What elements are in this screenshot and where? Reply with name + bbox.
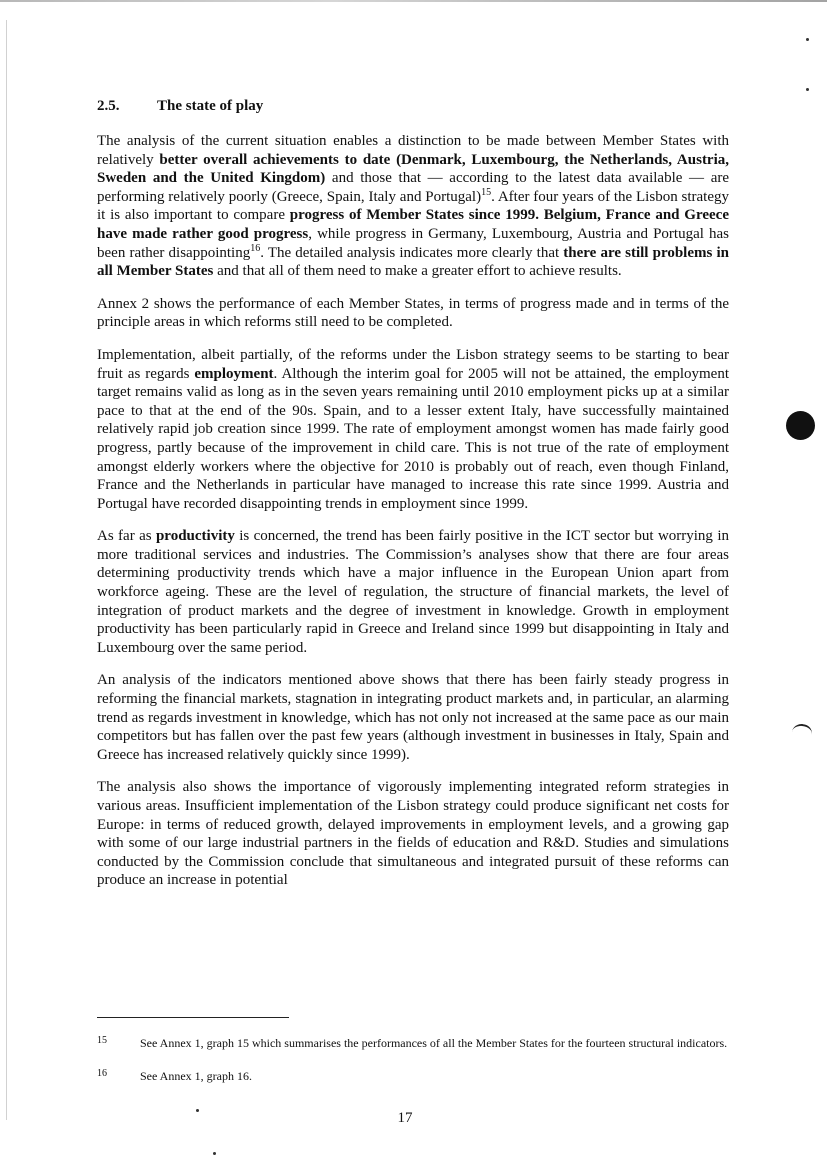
paragraph-state-overview <box>97 132 729 281</box>
speck <box>213 1152 216 1155</box>
paragraph-indicators: An analysis of the indicators mentioned above shows that there has been fairly steady progress in reforming the financial markets, stagnation in integrating product markets and, in particular, an alarming trend as regards investment in knowledge, which has not only not increased at the same pace as our main competitors but has fallen over the past few years (although investment in businesses in Italy, Spain and Greece has increased relatively quickly since 1999). <box>97 672 729 763</box>
footnote-text: See Annex 1, graph 15 which summarises the performances of all the Member States for the fourteen structural indicators. <box>140 1036 728 1050</box>
text-run: . The detailed analysis indicates more clearly that <box>260 244 564 261</box>
text-run: , while progress in Germany, Luxembourg, Austria and Portugal has been rather disappointing <box>97 225 730 261</box>
punch-hole-mark <box>786 411 815 440</box>
text-run: is concerned, the trend has been fairly positive in the ICT sector but worrying in more traditional services and industries. The Commission’s analyses show that there are four areas determining productivity trends which have a major influence in the European Union apart from workforce ageing. These are the level of regulation, the structure of financial markets, the level of integration of product markets and the degree of investment in knowledge. Growth in employment productivity has been particularly rapid in Greece and Ireland since 1999 but disappointing in Italy and Luxembourg over the same period. <box>97 528 729 656</box>
text-run: Implementation, albeit partially, of the reforms under the Lisbon strategy seems to be starting to bear fruit as regards <box>97 346 729 382</box>
scan-edge-top <box>0 0 827 2</box>
speck <box>806 88 809 91</box>
paragraph-employment <box>97 346 729 513</box>
bold-run: productivity <box>155 528 235 545</box>
footnote-ref-15[interactable]: 15 <box>481 186 492 198</box>
text-run: . Although the interim goal for 2005 will not be attained, the employment target remains valid as long as in the seven years remaining until 2010 employment picks up at a similar pace to that at the end of the 90s. Spain, and to a lesser extent Italy, have successfully maintained relatively rapid job creation since 1999. The rate of employment amongst women has made fairly good progress, partly because of the improvement in child care. This is not true of the rate of employment amongst elderly workers where the objective for 2010 is probably out of reach, even though Finland, France and the Netherlands in particular have managed to increase this rate since 1999. Austria and Portugal have recorded disappointing trends in employment since 1999. <box>97 365 729 512</box>
margin-mark <box>791 723 813 744</box>
bold-run: there are still problems in all Member States <box>97 244 729 280</box>
text-run: and those that — according to the latest data available — are performing relatively poorly (Greece, Spain, Italy and Portugal) <box>97 170 730 205</box>
speck <box>806 38 809 41</box>
section-title: The state of play <box>157 98 264 114</box>
footnote-16 <box>97 1069 729 1084</box>
bold-run: progress of Member States since 1999. Belgium, France and Greece have made rather good progress <box>97 207 729 242</box>
footnote-number: 15 <box>97 1035 107 1046</box>
text-run: As far as <box>97 528 156 545</box>
footnote-15 <box>97 1036 729 1051</box>
bold-run: employment <box>194 365 274 382</box>
page-number: 17 <box>397 1110 413 1126</box>
section-heading <box>97 96 729 116</box>
text-run: . After four years of the Lisbon strategy it is also important to compare <box>97 188 729 224</box>
text-run: The analysis of the current situation enables a distinction to be made between Member States with relatively <box>97 133 729 168</box>
section-number: 2.5. <box>97 98 120 114</box>
footnote-number: 16 <box>97 1068 107 1079</box>
footnote-ref-16[interactable]: 16 <box>250 242 261 254</box>
paragraph-annex-2: Annex 2 shows the performance of each Member States, in terms of progress made and in terms of the principle areas in which reforms still need to be completed. <box>97 295 729 331</box>
paragraph-reform-strategies: The analysis also shows the importance of vigorously implementing integrated reform strategies in various areas. Insufficient implementation of the Lisbon strategy could produce significant net costs for Europe: in terms of reduced growth, delayed improvements in employment levels, and a growing gap with some of our large industrial partners in the fields of education and R&D. Studies and simulations conducted by the Commission conclude that simultaneous and integrated pursuit of these reforms can produce an increase in potential <box>97 779 729 889</box>
footnote-text: See Annex 1, graph 16. <box>140 1069 252 1083</box>
text-run: and that all of them need to make a greater effort to achieve results. <box>213 263 622 280</box>
document-body <box>97 96 729 904</box>
scan-edge-left <box>6 20 7 1120</box>
bold-run: better overall achievements to date (Denmark, Luxembourg, the Netherlands, Austria, Sweden and the United Kingdom) <box>97 151 730 187</box>
paragraph-productivity <box>97 527 729 657</box>
footnote-separator <box>97 1017 289 1018</box>
